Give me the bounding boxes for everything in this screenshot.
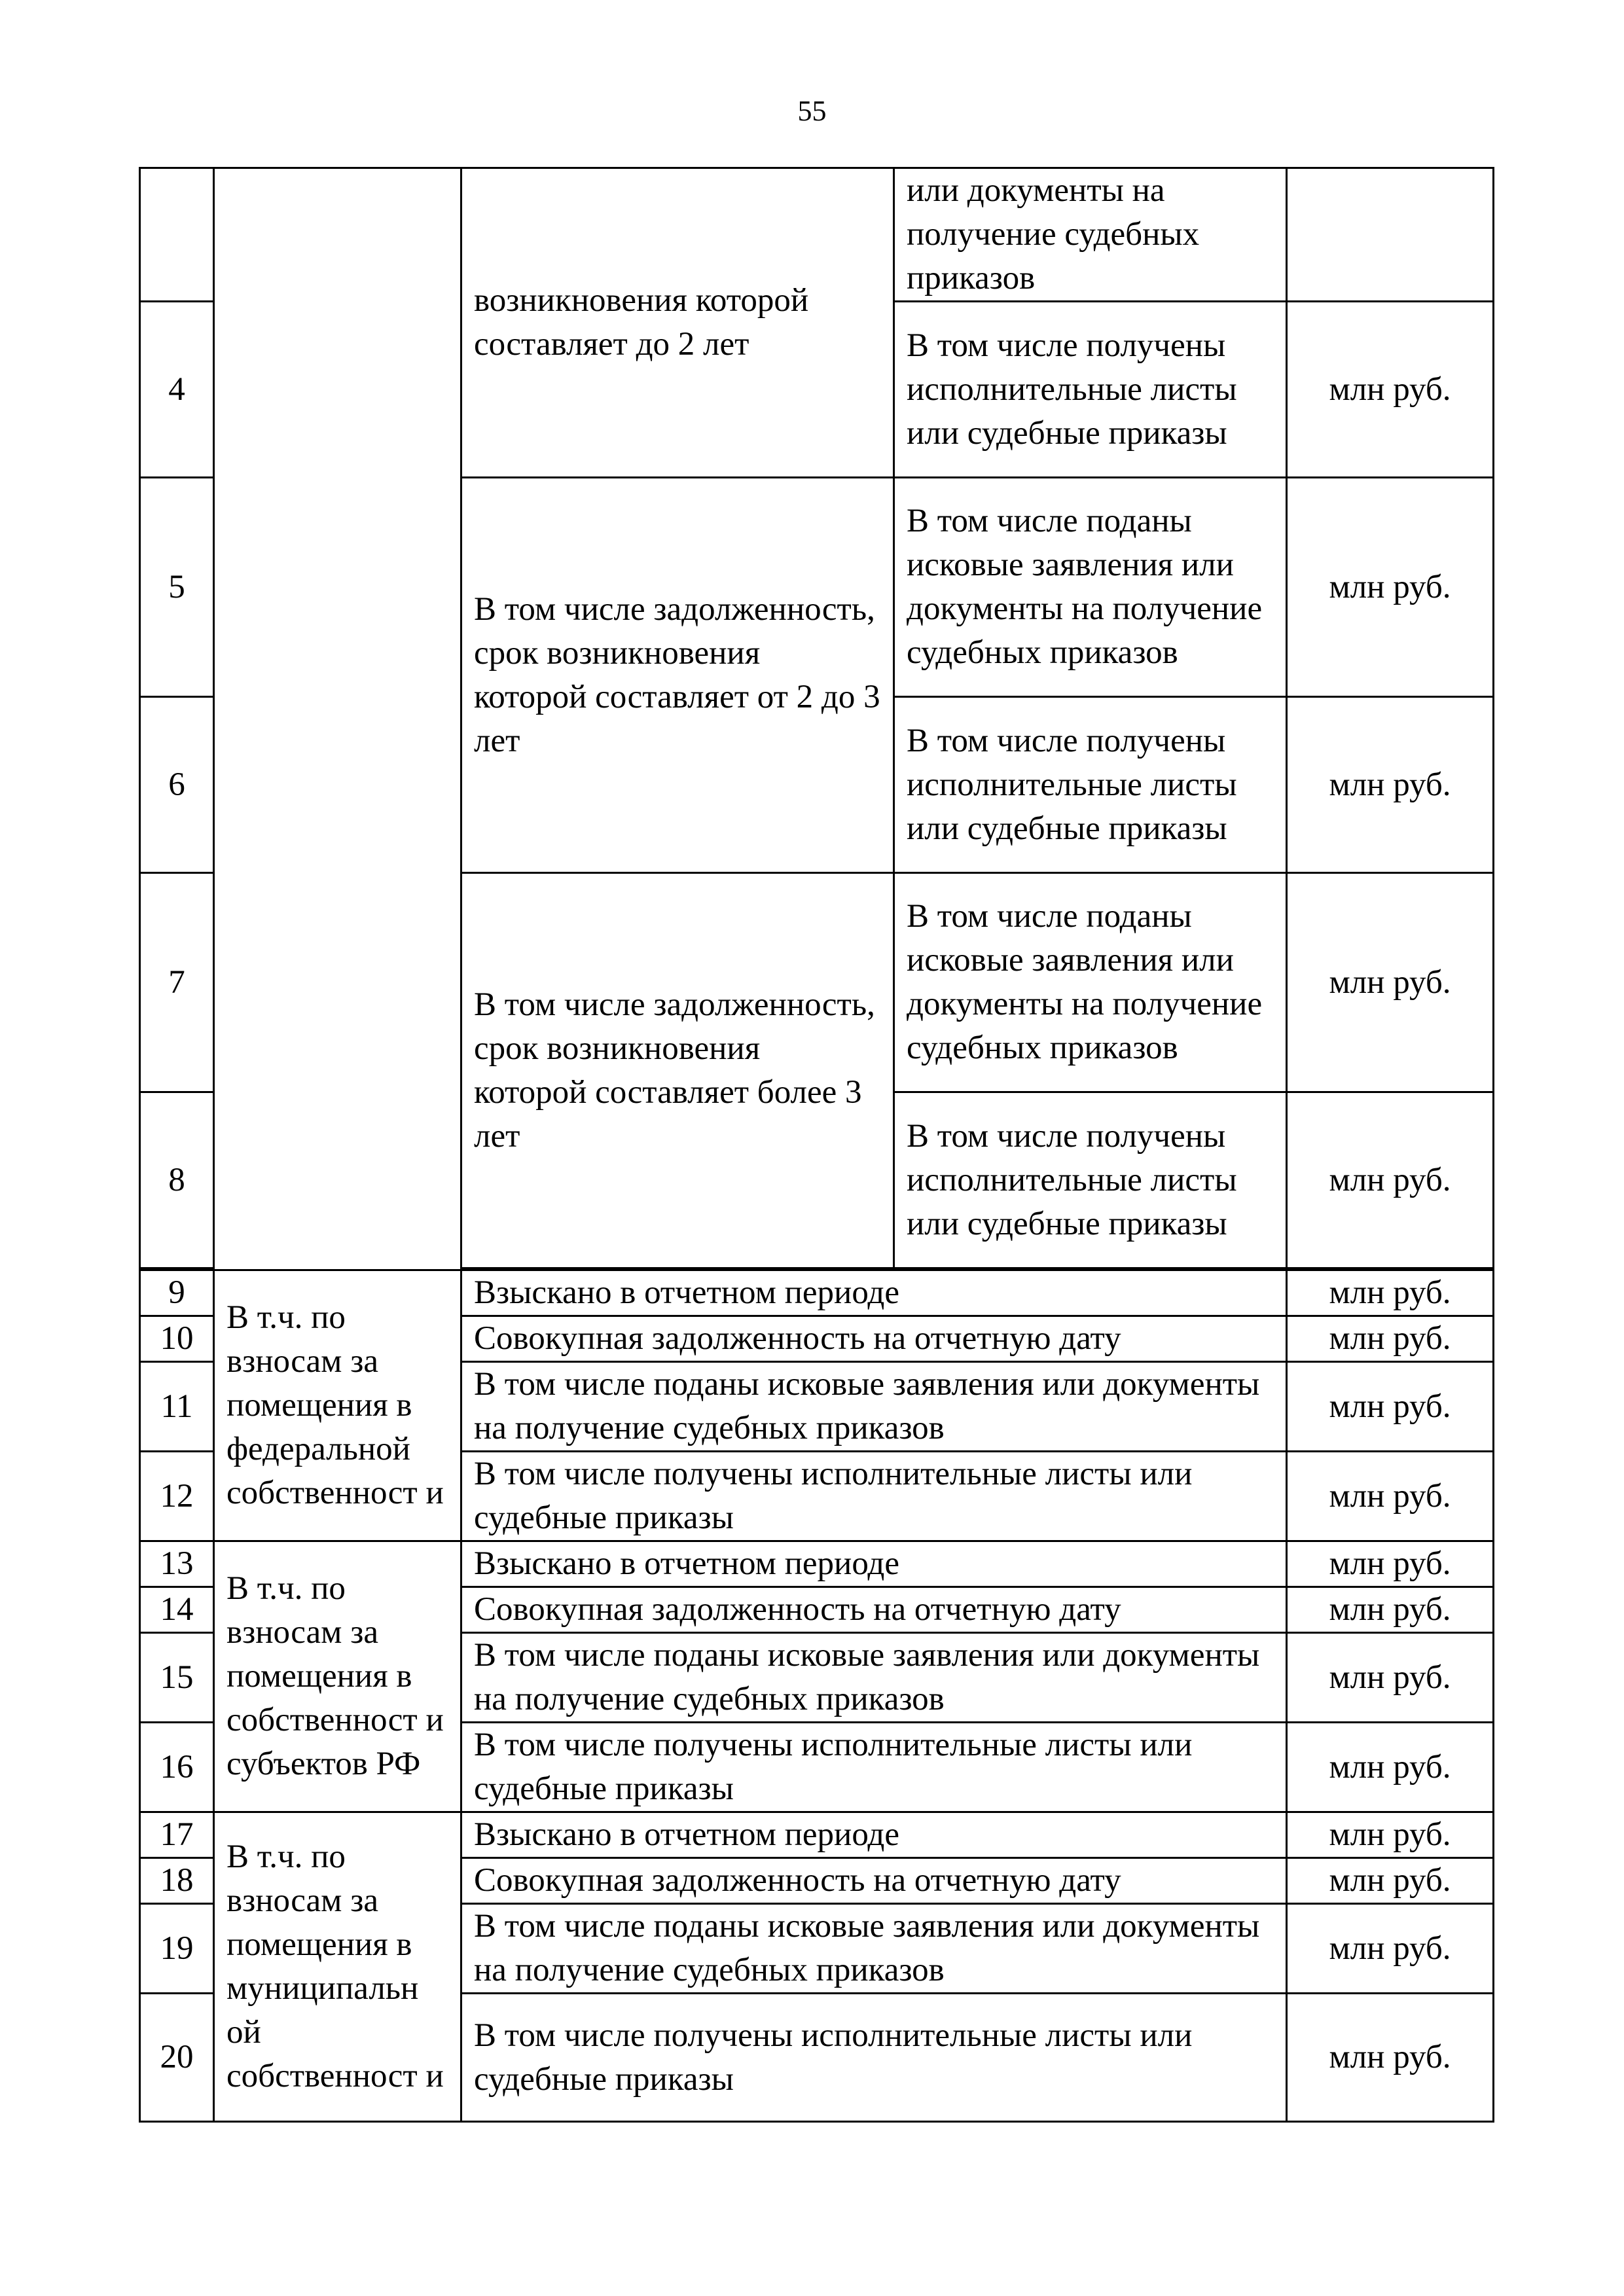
unit-cell: млн руб. xyxy=(1287,1316,1494,1362)
sub-item-cell: В том числе получены исполнительные листы или судебные приказы xyxy=(894,302,1287,478)
row-number: 16 xyxy=(140,1723,214,1812)
row-number xyxy=(140,168,214,302)
indicator-cell: В том числе получены исполнительные листы или судебные приказы xyxy=(461,1452,1287,1541)
unit-cell: млн руб. xyxy=(1287,1812,1494,1858)
row-number: 5 xyxy=(140,478,214,697)
debt-period-cell: В том числе задолженность, срок возникновения которой составляет от 2 до 3 лет xyxy=(461,478,894,873)
group-label: В т.ч. по взносам за помещения в муниципальн ой собственност и xyxy=(214,1812,461,2122)
indicator-cell: Взыскано в отчетном периоде xyxy=(461,1270,1287,1316)
indicator-cell: Совокупная задолженность на отчетную дату xyxy=(461,1858,1287,1904)
unit-cell: млн руб. xyxy=(1287,1270,1494,1316)
unit-cell: млн руб. xyxy=(1287,1994,1494,2122)
indicator-cell: В том числе поданы исковые заявления или документы на получение судебных приказов xyxy=(461,1362,1287,1452)
unit-cell: млн руб. xyxy=(1287,1723,1494,1812)
sub-item-cell: В том числе получены исполнительные листы или судебные приказы xyxy=(894,697,1287,873)
table-row xyxy=(140,1270,1494,1316)
unit-cell: млн руб. xyxy=(1287,1541,1494,1587)
indicator-cell: В том числе получены исполнительные листы или судебные приказы xyxy=(461,1723,1287,1812)
unit-cell: млн руб. xyxy=(1287,478,1494,697)
row-number: 20 xyxy=(140,1994,214,2122)
debt-period-cell: В том числе задолженность, срок возникновения которой составляет более 3 лет xyxy=(461,873,894,1268)
row-number: 8 xyxy=(140,1092,214,1268)
row-number: 17 xyxy=(140,1812,214,1858)
row-number: 14 xyxy=(140,1587,214,1633)
row-number: 11 xyxy=(140,1362,214,1452)
group-cell-empty xyxy=(214,168,461,1270)
unit-cell: млн руб. xyxy=(1287,873,1494,1092)
unit-cell: млн руб. xyxy=(1287,1587,1494,1633)
sub-item-cell: В том числе поданы исковые заявления или документы на получение судебных приказов xyxy=(894,873,1287,1092)
unit-cell: млн руб. xyxy=(1287,1362,1494,1452)
row-number: 13 xyxy=(140,1541,214,1587)
table-row xyxy=(140,1812,1494,1858)
indicator-cell: Взыскано в отчетном периоде xyxy=(461,1812,1287,1858)
unit-cell: млн руб. xyxy=(1287,302,1494,478)
page-number: 55 xyxy=(797,95,827,127)
table-row xyxy=(140,1541,1494,1587)
indicator-cell: Совокупная задолженность на отчетную дату xyxy=(461,1316,1287,1362)
row-number: 19 xyxy=(140,1904,214,1994)
table-row xyxy=(140,168,1494,302)
unit-cell: млн руб. xyxy=(1287,1452,1494,1541)
row-number: 9 xyxy=(140,1270,214,1316)
group-label: В т.ч. по взносам за помещения в собственност и субъектов РФ xyxy=(214,1541,461,1812)
unit-cell: млн руб. xyxy=(1287,697,1494,873)
row-number: 15 xyxy=(140,1633,214,1723)
indicator-cell: В том числе получены исполнительные листы или судебные приказы xyxy=(461,1994,1287,2122)
indicator-cell: Взыскано в отчетном периоде xyxy=(461,1541,1287,1587)
row-number: 7 xyxy=(140,873,214,1092)
unit-cell: млн руб. xyxy=(1287,1858,1494,1904)
indicator-cell: Совокупная задолженность на отчетную дату xyxy=(461,1587,1287,1633)
debt-period-cell: возникновения которой составляет до 2 лет xyxy=(461,168,894,478)
group-label: В т.ч. по взносам за помещения в федеральной собственност и xyxy=(214,1270,461,1541)
row-number: 10 xyxy=(140,1316,214,1362)
unit-cell: млн руб. xyxy=(1287,1904,1494,1994)
sub-item-cell: В том числе поданы исковые заявления или документы на получение судебных приказов xyxy=(894,478,1287,697)
row-number: 12 xyxy=(140,1452,214,1541)
row-number: 4 xyxy=(140,302,214,478)
indicator-cell: В том числе поданы исковые заявления или документы на получение судебных приказов xyxy=(461,1904,1287,1994)
row-number: 6 xyxy=(140,697,214,873)
unit-cell: млн руб. xyxy=(1287,1633,1494,1723)
sub-item-cell: или документы на получение судебных приказов xyxy=(894,168,1287,302)
indicator-cell: В том числе поданы исковые заявления или документы на получение судебных приказов xyxy=(461,1633,1287,1723)
unit-cell xyxy=(1287,168,1494,302)
report-table xyxy=(139,167,1494,2123)
unit-cell: млн руб. xyxy=(1287,1092,1494,1268)
row-number: 18 xyxy=(140,1858,214,1904)
sub-item-cell: В том числе получены исполнительные листы или судебные приказы xyxy=(894,1092,1287,1268)
